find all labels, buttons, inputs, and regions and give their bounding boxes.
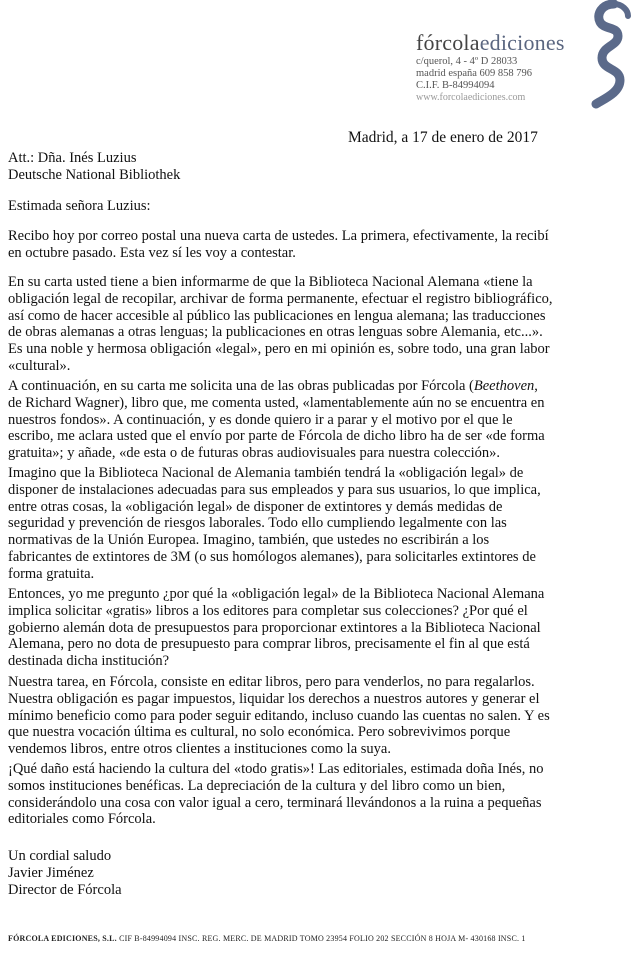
paragraph-3-text-a: A continuación, en su carta me solicita una de las obras publicadas por Fórcola ( xyxy=(8,378,474,394)
signer-role: Director de Fórcola xyxy=(8,881,122,898)
paragraph-line: implica solicitar «gratis» libros a los editores para completar sus colecciones? ¿Por qué el xyxy=(8,602,528,619)
signer-name: Javier Jiménez xyxy=(8,864,94,881)
paragraph-line: destinada dicha institución? xyxy=(8,653,170,670)
footer-registry xyxy=(8,934,526,943)
paragraph-line: disponer de instalaciones adecuadas para sus empleados y para sus usuarios, lo que implica, xyxy=(8,481,541,498)
paragraph-line xyxy=(8,378,561,395)
paragraph-line: así como de hacer accesible al público las publicaciones en lengua alemana; las traducciones xyxy=(8,307,546,324)
paragraph-line: «cultural». xyxy=(8,357,71,374)
letterhead-address: c/querol, 4 - 4º D 28033 xyxy=(416,56,518,67)
addressee-block xyxy=(8,150,561,184)
book-title-beethoven: Beethoven xyxy=(473,378,535,394)
paragraph-3-text-b: , xyxy=(534,378,538,394)
letterhead xyxy=(414,18,624,108)
paragraph-line: somos instituciones benéficas. La depreciación de la cultura y del libro como un bien, xyxy=(8,777,506,794)
paragraph-line: en octubre pasado. Esta vez sí les voy a contestar. xyxy=(8,244,296,261)
paragraph-line: fabricantes de extintores de 3M (o sus homólogos alemanes), para solicitarles extintores de xyxy=(8,548,536,565)
paragraph-line: Alemana, pero no dota de presupuesto para comprar libros, precisamente el fin al que está xyxy=(8,636,530,653)
paragraph-line: editoriales como Fórcola. xyxy=(8,811,156,828)
paragraph-line: escribo, me aclara usted que el envío por parte de Fórcola de dicho libro ha de ser «de forma xyxy=(8,428,545,445)
paragraph-line: mínimo beneficio como para poder seguir editando, incluso cuando las cuentas no salen. Y es xyxy=(8,707,550,724)
paragraph-line: Entonces, yo me pregunto ¿por qué la «obligación legal» de la Biblioteca Nacional Alemana xyxy=(8,586,545,602)
paragraph-line: Imagino que la Biblioteca Nacional de Alemania también tendrá la «obligación legal» de xyxy=(8,465,524,481)
letter-date: Madrid, a 17 de enero de 2017 xyxy=(348,129,538,146)
paragraph-line: considerándolo una cosa con valor igual a cero, terminará llevándonos a la ruina a pequeñas xyxy=(8,794,542,811)
closing: Un cordial saludo xyxy=(8,848,112,864)
letterhead-website: www.forcolaediciones.com xyxy=(416,92,526,103)
paragraph-line: nuestros fondos». A continuación, y es donde quiero ir a parar y el motivo por el que le xyxy=(8,411,513,428)
paragraph-7 xyxy=(8,761,561,828)
letterhead-city-phone: madrid españa 609 858 796 xyxy=(416,68,533,79)
paragraph-1 xyxy=(8,228,561,262)
paragraph-line: Nuestra tarea, en Fórcola, consiste en editar libros, pero para venderlos, no para regalarlos. xyxy=(8,674,535,690)
paragraph-line: de obras alemanas a otras lenguas; la publicaciones en otras lenguas sobre Alemania, etc...». xyxy=(8,324,543,341)
paragraph-line: Es una noble y hermosa obligación «legal», pero en mi opinión es, sobre todo, una gran labor xyxy=(8,341,550,358)
footer-registry-text: CIF B-84994094 INSC. REG. MERC. DE MADRID TOMO 23954 FOLIO 202 SECCIÓN 8 HOJA M- 430168 INSC. 1 xyxy=(119,934,526,943)
brand-ediciones: ediciones xyxy=(479,30,565,55)
letterhead-cif: C.I.F. B-84994094 xyxy=(416,80,495,91)
paragraph-line: que nuestra vocación última es cultural, no solo económica. Pero sobrevivimos porque xyxy=(8,724,511,741)
brand-wordmark xyxy=(416,30,565,56)
paragraph-line: seguridad y prevención de riesgos laborales. Todo ello cumpliendo legalmente con las xyxy=(8,515,507,532)
paragraph-line: ¡Qué daño está haciendo la cultura del «todo gratis»! Las editoriales, estimada doña Inés, no xyxy=(8,761,544,777)
paragraph-line: Nuestra obligación es pagar impuestos, liquidar los derechos a nuestros autores y generar el xyxy=(8,690,540,707)
paragraph-line: gratuita»; y añade, «de esta o de futuras obras audiovisuales para nuestra colección». xyxy=(8,445,501,462)
salutation: Estimada señora Luzius: xyxy=(8,198,151,214)
paragraph-line: gobierno alemán dota de presupuestos para proporcionar extintores a la Biblioteca Nacional xyxy=(8,619,541,636)
paragraph-line: entre otras cosas, la «obligación legal» de disponer de extintores y demás medidas de xyxy=(8,498,503,515)
addressee-att: Att.: Dña. Inés Luzius xyxy=(8,150,137,166)
paragraph-line: vendemos libros, entre otros clientes a instituciones como la suya. xyxy=(8,741,391,758)
paragraph-3 xyxy=(8,378,561,462)
paragraph-line: obligación legal de recopilar, archivar de forma permanente, efectuar el registro bibliográfico, xyxy=(8,290,553,307)
footer-company: FÓRCOLA EDICIONES, S.L. xyxy=(8,934,117,943)
closing-block xyxy=(8,848,561,898)
forcola-scroll-logo-icon xyxy=(584,0,636,110)
paragraph-4 xyxy=(8,465,561,583)
letterhead-contact xyxy=(416,56,532,104)
paragraph-line: normativas de la Unión Europea. Imagino, también, que ustedes no escribirán a los xyxy=(8,532,490,549)
paragraph-5 xyxy=(8,586,561,670)
addressee-institution: Deutsche National Bibliothek xyxy=(8,166,181,183)
paragraph-line: En su carta usted tiene a bien informarme de que la Biblioteca Nacional Alemana «tiene la xyxy=(8,274,533,290)
paragraph-2 xyxy=(8,274,561,375)
paragraph-line: Recibo hoy por correo postal una nueva carta de ustedes. La primera, efectivamente, la recibí xyxy=(8,228,549,244)
paragraph-line: de Richard Wagner), libro que, me comenta usted, «lamentablemente aún no se encuentra en xyxy=(8,394,545,411)
brand-forcola: fórcola xyxy=(416,30,480,55)
paragraph-6 xyxy=(8,674,561,758)
paragraph-line: forma gratuita. xyxy=(8,565,95,582)
